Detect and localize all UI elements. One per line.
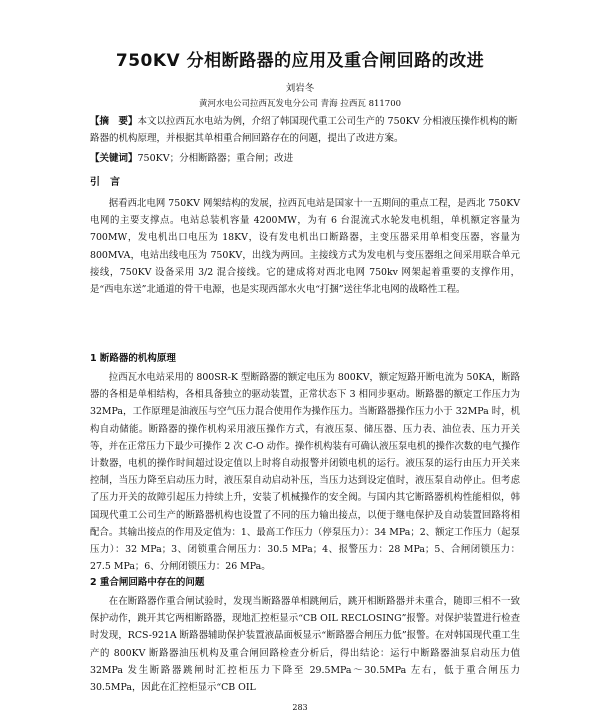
abstract-block bbox=[90, 113, 520, 147]
page-number: 283 bbox=[292, 703, 308, 712]
abstract-label: 【摘 要】 bbox=[90, 116, 138, 127]
intro-paragraph: 据看西北电网 750KV 网架结构的发展，拉西瓦电站是国家十一五期间的重点工程，是西北 750KV 电网的主要支撑点。电站总装机容量 4200MW，为有 6 台混流式水轮发电机组，单机额定容量为 700MW，发电机出口电压为 18KV，设有发电机出口断路器，主变压器采用单相变压器，容量为 800MVA，电站出线电压为 750KV，出线为两回。主接线方式为发电机与变压器组之间采用联合单元接线，750KV 设备采用 3/2 混合接线。它的建成将对西北电网 750kv 网架起着重要的支撑作用，是“西电东送”北通道的骨干电源，也是实现西部水火电“打捆”送往华北电网的战略性工程。 bbox=[90, 198, 520, 296]
section2-paragraph: 在在断路器作重合闸试验时，发现当断路器单相跳闸后，跳开相断路器并未重合，随即三相不一致保护动作，跳开其它两相断路器，现地汇控柜显示“CB OIL RECLOSING”报警。对保护装置进行检查时发现，RCS-921A 断路器辅助保护装置液晶面板显示“断路器合闸压力低”报警。在对韩国现代重工生产的 800KV 断路器油压机构及重合闸回路检查分析后，得出结论：运行中断路器油泵启动压力值 32MPa 发生断路器跳闸时汇控柜压力下降至 29.5MPa～30.5MPa 左右，低于重合闸压力 30.5MPa，因此在汇控柜显示“CB OIL bbox=[90, 596, 520, 694]
author-affiliation: 黄河水电公司拉西瓦发电分公司 青海 拉西瓦 811700 bbox=[198, 99, 402, 109]
keywords-text: 750KV；分相断路器；重合闸；改进 bbox=[137, 153, 294, 164]
section2-heading: 2 重合闸回路中存在的问题 bbox=[90, 577, 205, 588]
keywords-block bbox=[90, 150, 520, 167]
section1-paragraph: 拉西瓦水电站采用的 800SR-K 型断路器的额定电压为 800KV，额定短路开断电流为 50KA，断路器的各相是单相结构，各相具备独立的驱动装置，正常状态下 3 相同步驱动。断路器的额定工作压力为 32MPa，工作原理是油液压与空气压力混合使用作为操作压力。当断路器操作压力小于 32MPa 时，机构自动储能。断路器的操作机构采用液压操作方式，有液压泵、储压器、压力表、油位表、压力开关等，并在正常压力下最少可操作 2 次 C-O 动作。操作机构装有可确认液压泵电机的操作次数的电气操作计数器，电机的操作时间超过设定值以上时将自动报警并闭锁电机的运行。液压泵的运行由压力开关来控制，当压力降至启动压力时，液压泵自动启动补压，当压力达到设定值时，液压泵自动停止。但考虑了压力开关的故障引起压力持续上升，安装了机械操作的安全阀。与国内其它断路器机构性能相似，韩国现代重工公司生产的断路器机构也设置了不同的压力输出接点，以便于继电保护及自动装置回路将相配合。其输出接点的作用及定值为：1、最高工作压力（停泵压力）：34 MPa；2、额定工作压力（起泵压力）：32 MPa；3、闭锁重合闸压力：30.5 MPa；4、报警压力：28 MPa；5、合闸闭锁压力：27.5 MPa；6、分闸闭锁压力：26 MPa。 bbox=[90, 372, 520, 573]
intro-heading: 引 言 bbox=[90, 177, 120, 188]
paper-title: 750KV 分相断路器的应用及重合闸回路的改进 bbox=[115, 51, 485, 71]
author-name: 刘岩冬 bbox=[285, 83, 315, 94]
keywords-label: 【关键词】 bbox=[90, 153, 138, 164]
section1-heading: 1 断路器的机构原理 bbox=[90, 353, 176, 364]
abstract-text: 本文以拉西瓦水电站为例，介绍了韩国现代重工公司生产的 750KV 分相液压操作机构的断路器的机构原理，并根据其单相重合闸回路存在的问题，提出了改进方案。 bbox=[90, 116, 518, 144]
